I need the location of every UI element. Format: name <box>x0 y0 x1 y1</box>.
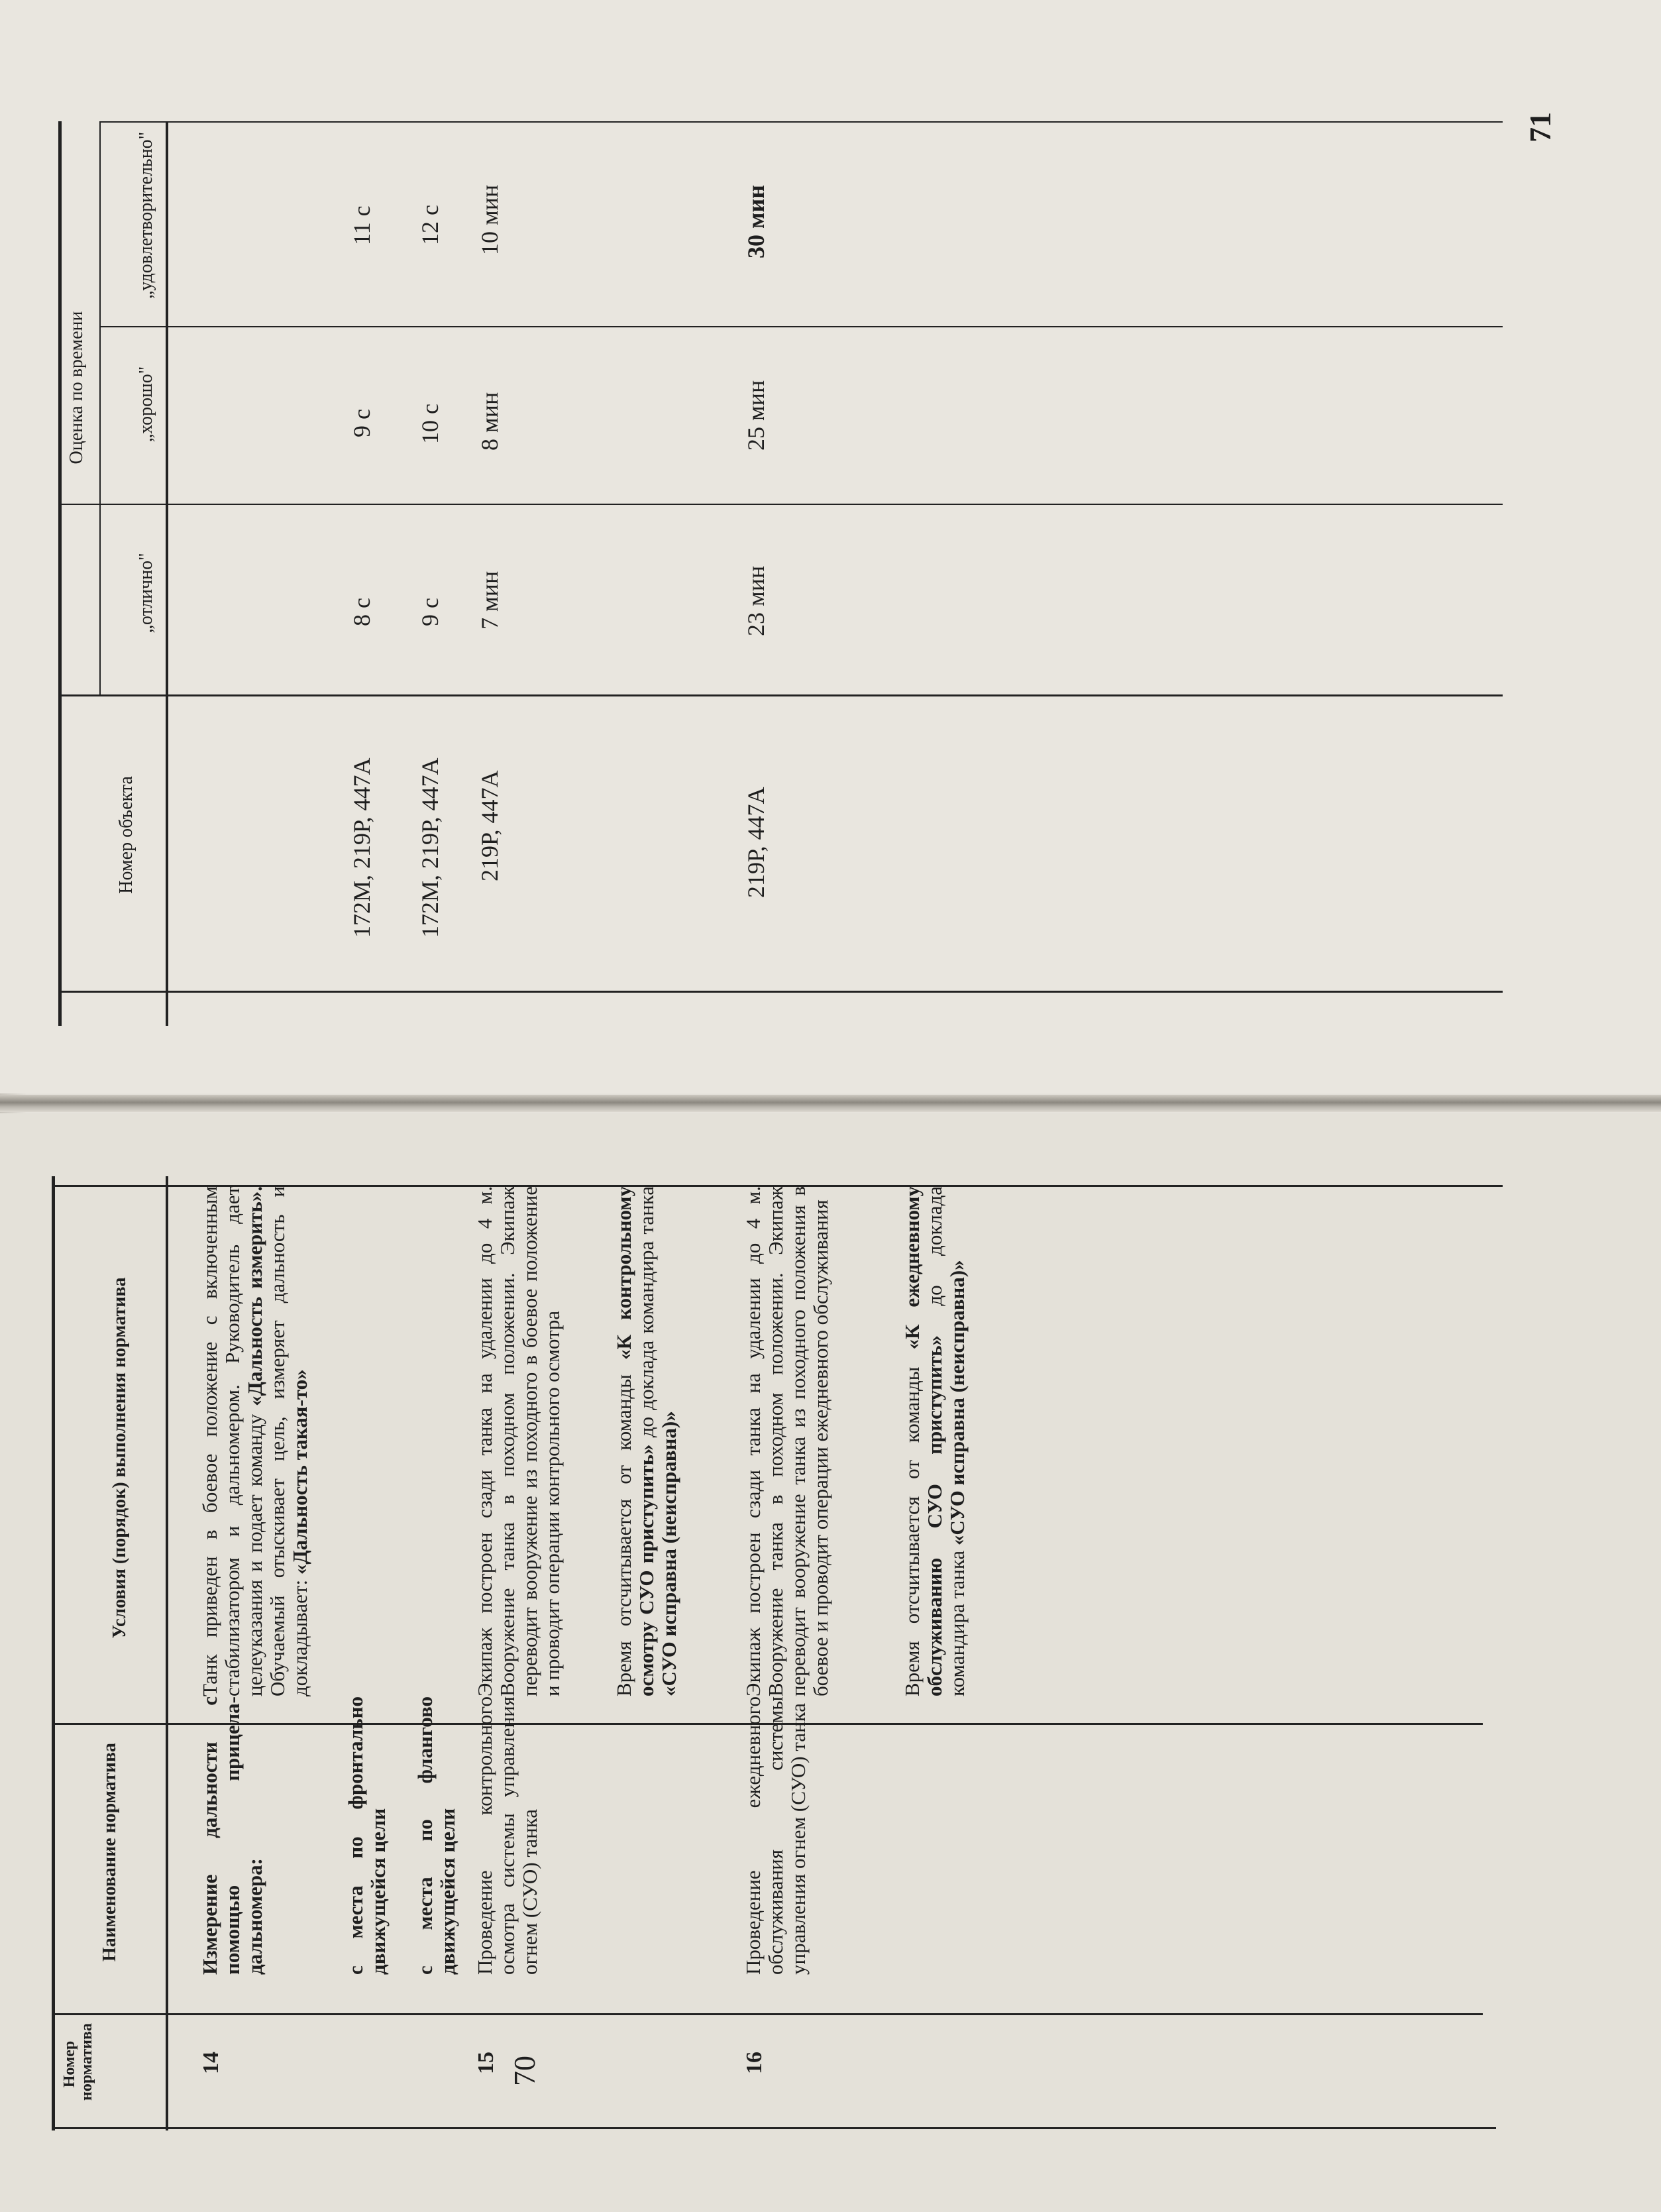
row15-time-bold2: «СУО исправна (неисправна)» <box>657 1411 680 1696</box>
header-excellent: „отлично" <box>136 553 156 634</box>
row15-time <box>613 1186 680 1696</box>
row2-satisfactory: 12 с <box>417 205 443 245</box>
header-divider <box>166 121 168 1026</box>
page-number-71: 71 <box>1523 112 1557 142</box>
page-number-70: 70 <box>508 2056 541 2086</box>
col-line-group <box>99 121 101 694</box>
row2-object: 172М, 219Р, 447А <box>417 757 443 938</box>
row14-num: 14 <box>199 2052 223 2074</box>
row15-name: Проведение контрольного осмотра системы управления огнем (СУО) танка <box>473 1696 541 1975</box>
row14-conditions-bold1: «Дальность измерить». <box>243 1186 266 1406</box>
row16-time-text: Время отсчитывается от команды <box>900 1366 924 1696</box>
row-line-end <box>58 991 1503 993</box>
row3-object: 219Р, 447А <box>476 770 503 881</box>
header-time-group: Оценка по времени <box>66 311 87 465</box>
row16-name: Проведение ежедневного обслуживания системы управления огнем (СУО) танка <box>741 1696 810 1975</box>
page-70 <box>0 1113 1661 2212</box>
row1-satisfactory: 11 с <box>348 205 375 245</box>
row4-excellent: 23 мин <box>743 565 769 636</box>
row4-good: 25 мин <box>743 380 769 451</box>
header-conditions: Условия (порядок) выполнения норматива <box>109 1277 130 1639</box>
row16-num: 16 <box>742 2052 767 2074</box>
row-line-object <box>58 694 1503 696</box>
header-name: Наименование норматива <box>99 1742 120 1962</box>
header-satisfactory: „удовлетворительно" <box>136 131 156 300</box>
row15-time-text2: до доклада командира танка <box>635 1186 658 1438</box>
table-border-top <box>58 121 62 1026</box>
row3-excellent: 7 мин <box>476 571 503 630</box>
table-border-top <box>52 1176 55 2130</box>
row-line-good <box>99 326 1503 327</box>
book-spine <box>0 1095 1661 1112</box>
row14-conditions-text: Танк приведен в боевое положение с включенным стабилизатором и дальномером. Руководитель дает целеуказания и подает команду <box>198 1186 266 1696</box>
row15-num: 15 <box>474 2052 498 2074</box>
row-line-excellent <box>58 504 1503 505</box>
header-divider <box>166 1176 168 2130</box>
row15-conditions: Экипаж построен сзади танка на удалении до 4 м. Вооружение танка в походном положении. Экипаж переводит вооружение из походного в боевое положение и проводит операции контрольного осмотра <box>473 1186 564 1696</box>
row3-satisfactory: 10 мин <box>476 184 503 255</box>
row16-time-text2: до доклада командира танка <box>923 1186 969 1696</box>
row1-excellent: 8 с <box>348 598 375 626</box>
row16-time <box>901 1186 969 1696</box>
row14-name: Измерение дальности с помощью прицела-дальномера: <box>198 1696 266 1975</box>
row4-satisfactory: 30 мин <box>743 184 769 258</box>
row16-time-bold2: «СУО исправна (неисправна)» <box>945 1260 969 1546</box>
page-71 <box>0 0 1661 1093</box>
header-object: Номер объекта <box>116 776 136 894</box>
row14-conditions-text2: Обучаемый отыскивает цель, измеряет дальность и докладывает: <box>266 1186 311 1696</box>
row14-conditions-bold2: «Дальность такая-то» <box>288 1369 311 1575</box>
row15-time-bold1: «К контрольному осмотру СУО приступить» <box>612 1186 658 1696</box>
row4-object: 219Р, 447А <box>743 787 769 898</box>
table-border-left <box>52 2127 1496 2129</box>
row2-good: 10 с <box>417 404 443 444</box>
row14-conditions <box>199 1186 311 1696</box>
row1-object: 172М, 219Р, 447А <box>348 757 375 938</box>
row2-excellent: 9 с <box>417 598 443 626</box>
row3-good: 8 мин <box>476 392 503 451</box>
header-num: Номер норматива <box>61 2023 95 2101</box>
row15-time-text: Время отсчитывается от команды <box>612 1374 635 1696</box>
row16-conditions: Экипаж построен сзади танка на удалении до 4 м. Вооружение танка в походном положении. Экипаж переводит вооружение танка из походного положения в боевое и проводит операции ежедневного обслуживания <box>741 1186 832 1696</box>
row14-sub2: с места по флангово движущейся цели <box>413 1696 459 1975</box>
header-good: „хорошо" <box>136 366 156 443</box>
row-line-top <box>99 121 1503 123</box>
row14-sub1: с места по фронтально движущейся цели <box>344 1696 390 1975</box>
row16-time-bold1: «К ежедневному обслуживанию СУО приступить» <box>900 1186 946 1696</box>
col-line-num <box>52 2013 1483 2015</box>
row1-good: 9 с <box>348 409 375 437</box>
